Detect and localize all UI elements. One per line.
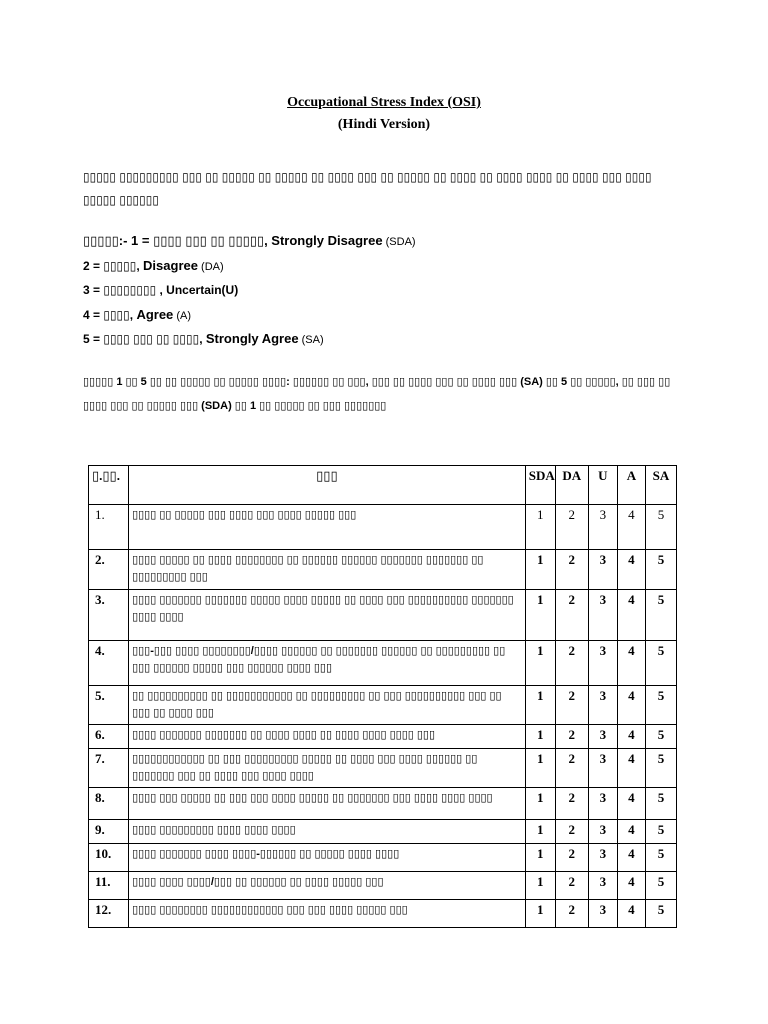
score-option-3[interactable]: 3 [588,788,617,820]
row-statement [129,590,526,641]
score-option-1[interactable]: 1 [525,641,555,686]
score-option-3[interactable]: 3 [588,590,617,641]
row-statement-text: ▯▯▯▯ ▯▯▯▯▯▯▯ ▯▯▯▯▯▯▯ ▯▯▯▯▯ ▯▯▯▯ ▯▯▯▯▯ ▯▯ ▯▯▯▯ ▯▯▯ ▯▯▯▯▯▯▯▯▯▯ ▯▯▯▯▯▯▯ ▯▯▯▯ ▯▯▯▯ [132,594,514,623]
legend-abbr: (A) [173,310,192,322]
score-option-1[interactable]: 1 [525,686,555,725]
row-statement [129,505,526,550]
row-statement [129,725,526,749]
score-option-4[interactable]: 4 [617,550,645,590]
row-serial-number: 10. [89,844,129,872]
row-statement [129,550,526,590]
row-statement [129,788,526,820]
row-serial-number: 2. [89,550,129,590]
row-serial-number: 12. [89,900,129,928]
row-serial-number: 5. [89,686,129,725]
row-statement [129,820,526,844]
row-statement [129,641,526,686]
row-statement-text: ▯▯▯▯ ▯▯▯▯ ▯▯▯▯/▯▯▯ ▯▯ ▯▯▯▯▯▯ ▯▯ ▯▯▯▯ ▯▯▯▯▯ ▯▯▯ [132,876,384,888]
row-statement [129,686,526,725]
legend-english: Strongly Agree [205,331,299,346]
score-option-1[interactable]: 1 [525,900,555,928]
legend-abbr: (SDA) [382,236,416,248]
score-option-2[interactable]: 2 [555,900,588,928]
score-option-2[interactable]: 2 [555,725,588,749]
score-option-5[interactable]: 5 [645,749,676,788]
legend-scale-1 [83,233,416,249]
score-option-4[interactable]: 4 [617,686,645,725]
score-option-5[interactable]: 5 [645,550,676,590]
score-option-5[interactable]: 5 [645,872,676,900]
col-header-sn: ▯.▯▯. [89,466,129,505]
table-row [89,900,677,928]
score-option-2[interactable]: 2 [555,641,588,686]
table-row [89,505,677,550]
score-option-2[interactable]: 2 [555,820,588,844]
legend-english: Agree [136,307,174,322]
score-option-2[interactable]: 2 [555,749,588,788]
table-row [89,686,677,725]
legend-prefix: 4 = ▯▯▯▯, [83,308,137,322]
score-option-1[interactable]: 1 [525,590,555,641]
score-option-3[interactable]: 3 [588,820,617,844]
score-option-3[interactable]: 3 [588,505,617,550]
col-header-da: DA [555,466,588,505]
row-statement-text: ▯▯▯-▯▯▯ ▯▯▯▯ ▯▯▯▯▯▯▯▯/▯▯▯▯ ▯▯▯▯▯▯ ▯▯ ▯▯▯▯▯▯▯ ▯▯▯▯▯▯ ▯▯ ▯▯▯▯▯▯▯▯▯ ▯▯ ▯▯▯ ▯▯▯▯▯▯ ▯▯▯▯▯ ▯▯▯ ▯▯▯▯▯▯ ▯▯▯▯ ▯▯▯ [132,645,506,674]
score-option-2[interactable]: 2 [555,590,588,641]
col-header-sda: SDA [525,466,555,505]
score-option-4[interactable]: 4 [617,844,645,872]
legend-scale-3 [83,283,238,297]
table-row [89,788,677,820]
table-row [89,590,677,641]
score-option-3[interactable]: 3 [588,844,617,872]
legend-prefix: 2 = ▯▯▯▯▯, [83,259,144,273]
score-option-4[interactable]: 4 [617,900,645,928]
legend-english: Strongly Disagree [271,233,383,248]
col-header-u: U [588,466,617,505]
row-statement-text: ▯▯▯▯ ▯▯▯▯▯▯▯ ▯▯▯▯ ▯▯▯▯-▯▯▯▯▯▯ ▯▯ ▯▯▯▯▯ ▯▯▯▯ ▯▯▯▯ [132,848,400,860]
score-option-1[interactable]: 1 [525,749,555,788]
score-option-5[interactable]: 5 [645,820,676,844]
score-option-4[interactable]: 4 [617,505,645,550]
row-serial-number: 7. [89,749,129,788]
score-option-1[interactable]: 1 [525,820,555,844]
score-option-2[interactable]: 2 [555,550,588,590]
score-option-2[interactable]: 2 [555,844,588,872]
row-statement [129,900,526,928]
row-statement [129,872,526,900]
score-option-4[interactable]: 4 [617,725,645,749]
legend-scale-2 [83,258,224,273]
table-row [89,749,677,788]
row-statement-text: ▯▯▯▯ ▯▯▯▯▯▯▯▯ ▯▯▯▯▯▯▯▯▯▯▯▯ ▯▯▯ ▯▯▯ ▯▯▯▯ ▯▯▯▯▯ ▯▯▯ [132,904,408,916]
legend-scale-4 [83,307,191,322]
table-row [89,641,677,686]
table-row [89,872,677,900]
legend-prefix: ▯▯▯▯▯:- 1 = ▯▯▯▯ ▯▯▯ ▯▯ ▯▯▯▯▯, [83,233,272,248]
row-statement [129,749,526,788]
table-row [89,844,677,872]
instruction-paragraph: ▯▯▯▯▯ 1 ▯▯ 5 ▯▯ ▯▯ ▯▯▯▯▯ ▯▯ ▯▯▯▯▯ ▯▯▯▯: ▯▯▯▯▯▯ ▯▯ ▯▯▯, ▯▯▯ ▯▯ ▯▯▯▯ ▯▯▯ ▯▯ ▯▯▯▯ ▯▯▯ (SA) ▯▯ 5 ▯▯ ▯▯▯▯▯, ▯▯ ▯▯▯ ▯▯ ▯▯▯▯ ▯▯▯ ▯▯ ▯▯▯▯▯ ▯▯▯ (SDA) ▯▯ 1 ▯▯ ▯▯▯▯▯ ▯▯ ▯▯▯ ▯▯▯▯▯▯▯ [83,376,671,412]
score-option-1[interactable]: 1 [525,788,555,820]
score-option-3[interactable]: 3 [588,550,617,590]
questionnaire-table [88,465,677,928]
legend-scale-5 [83,331,324,346]
score-option-2[interactable]: 2 [555,686,588,725]
score-option-3[interactable]: 3 [588,749,617,788]
score-option-4[interactable]: 4 [617,788,645,820]
score-option-1[interactable]: 1 [525,872,555,900]
score-option-1[interactable]: 1 [525,505,555,550]
row-statement-text: ▯▯▯▯ ▯▯▯▯▯▯▯▯▯ ▯▯▯▯ ▯▯▯▯ ▯▯▯▯ [132,824,296,836]
score-option-1[interactable]: 1 [525,844,555,872]
score-option-5[interactable]: 5 [645,844,676,872]
row-statement-text: ▯▯▯▯ ▯▯▯ ▯▯▯▯▯ ▯▯ ▯▯▯ ▯▯▯ ▯▯▯▯ ▯▯▯▯▯ ▯▯ ▯▯▯▯▯▯▯ ▯▯▯ ▯▯▯▯ ▯▯▯▯ ▯▯▯▯ [132,792,493,804]
score-option-3[interactable]: 3 [588,686,617,725]
row-serial-number: 3. [89,590,129,641]
score-option-5[interactable]: 5 [645,725,676,749]
row-serial-number: 6. [89,725,129,749]
legend-abbr: (SA) [298,334,324,346]
score-option-4[interactable]: 4 [617,749,645,788]
row-serial-number: 4. [89,641,129,686]
table-row [89,725,677,749]
row-serial-number: 11. [89,872,129,900]
table-header-row [89,466,677,505]
legend-english: Disagree [143,258,198,273]
document-title: Occupational Stress Index (OSI) [287,95,481,110]
row-statement-text: ▯▯▯▯ ▯▯▯▯▯ ▯▯ ▯▯▯▯ ▯▯▯▯▯▯▯▯ ▯▯ ▯▯▯▯▯▯ ▯▯▯▯▯▯ ▯▯▯▯▯▯▯ ▯▯▯▯▯▯▯ ▯▯ ▯▯▯▯▯▯▯▯▯ ▯▯▯ [132,554,484,583]
row-statement-text: ▯▯ ▯▯▯▯▯▯▯▯▯▯ ▯▯ ▯▯▯▯▯▯▯▯▯▯▯ ▯▯ ▯▯▯▯▯▯▯▯▯ ▯▯ ▯▯▯ ▯▯▯▯▯▯▯▯▯▯ ▯▯▯ ▯▯ ▯▯▯ ▯▯ ▯▯▯▯ ▯▯▯ [132,690,502,719]
score-option-4[interactable]: 4 [617,820,645,844]
row-statement [129,844,526,872]
score-option-5[interactable]: 5 [645,590,676,641]
score-option-4[interactable]: 4 [617,590,645,641]
score-option-3[interactable]: 3 [588,900,617,928]
score-option-3[interactable]: 3 [588,725,617,749]
score-option-1[interactable]: 1 [525,550,555,590]
row-serial-number: 9. [89,820,129,844]
score-option-2[interactable]: 2 [555,505,588,550]
score-option-5[interactable]: 5 [645,505,676,550]
score-option-5[interactable]: 5 [645,788,676,820]
score-option-5[interactable]: 5 [645,686,676,725]
score-option-4[interactable]: 4 [617,641,645,686]
score-option-5[interactable]: 5 [645,641,676,686]
score-option-1[interactable]: 1 [525,725,555,749]
legend-prefix: 5 = ▯▯▯▯ ▯▯▯ ▯▯ ▯▯▯▯, [83,332,206,346]
intro-paragraph: ▯▯▯▯▯ ▯▯▯▯▯▯▯▯▯ ▯▯▯ ▯▯ ▯▯▯▯▯ ▯▯ ▯▯▯▯▯ ▯▯ ▯▯▯▯ ▯▯▯ ▯▯ ▯▯▯▯▯ ▯▯ ▯▯▯▯ ▯▯ ▯▯▯▯ ▯▯▯▯ ▯▯ ▯▯▯▯ ▯▯▯ ▯▯▯▯ ▯▯▯▯▯ ▯▯▯▯▯▯ [83,170,652,207]
col-header-item: ▯▯▯ [129,466,526,505]
score-option-3[interactable]: 3 [588,641,617,686]
score-option-5[interactable]: 5 [645,900,676,928]
legend-text: 3 = ▯▯▯▯▯▯▯▯ , Uncertain(U) [83,283,239,297]
row-serial-number: 1. [89,505,129,550]
table-row [89,550,677,590]
row-serial-number: 8. [89,788,129,820]
score-option-4[interactable]: 4 [617,872,645,900]
row-statement-text: ▯▯▯▯▯▯▯▯▯▯▯▯ ▯▯ ▯▯▯ ▯▯▯▯▯▯▯▯▯ ▯▯▯▯▯ ▯▯ ▯▯▯▯ ▯▯▯ ▯▯▯▯ ▯▯▯▯▯▯ ▯▯ ▯▯▯▯▯▯▯ ▯▯▯ ▯▯ ▯▯▯▯ ▯▯▯ ▯▯▯▯ ▯▯▯▯ [132,753,478,782]
table-row [89,820,677,844]
score-option-2[interactable]: 2 [555,788,588,820]
score-option-3[interactable]: 3 [588,872,617,900]
legend-abbr: (DA) [197,261,224,273]
score-option-2[interactable]: 2 [555,872,588,900]
document-subtitle: (Hindi Version) [337,117,431,132]
row-statement-text: ▯▯▯▯ ▯▯▯▯▯▯▯ ▯▯▯▯▯▯▯ ▯▯ ▯▯▯▯ ▯▯▯▯ ▯▯ ▯▯▯▯ ▯▯▯▯ ▯▯▯▯ ▯▯▯ [132,729,436,741]
col-header-sa: SA [645,466,676,505]
col-header-a: A [617,466,645,505]
row-statement-text: ▯▯▯▯ ▯▯ ▯▯▯▯▯ ▯▯▯ ▯▯▯▯ ▯▯▯ ▯▯▯▯ ▯▯▯▯▯ ▯▯▯ [132,509,357,521]
